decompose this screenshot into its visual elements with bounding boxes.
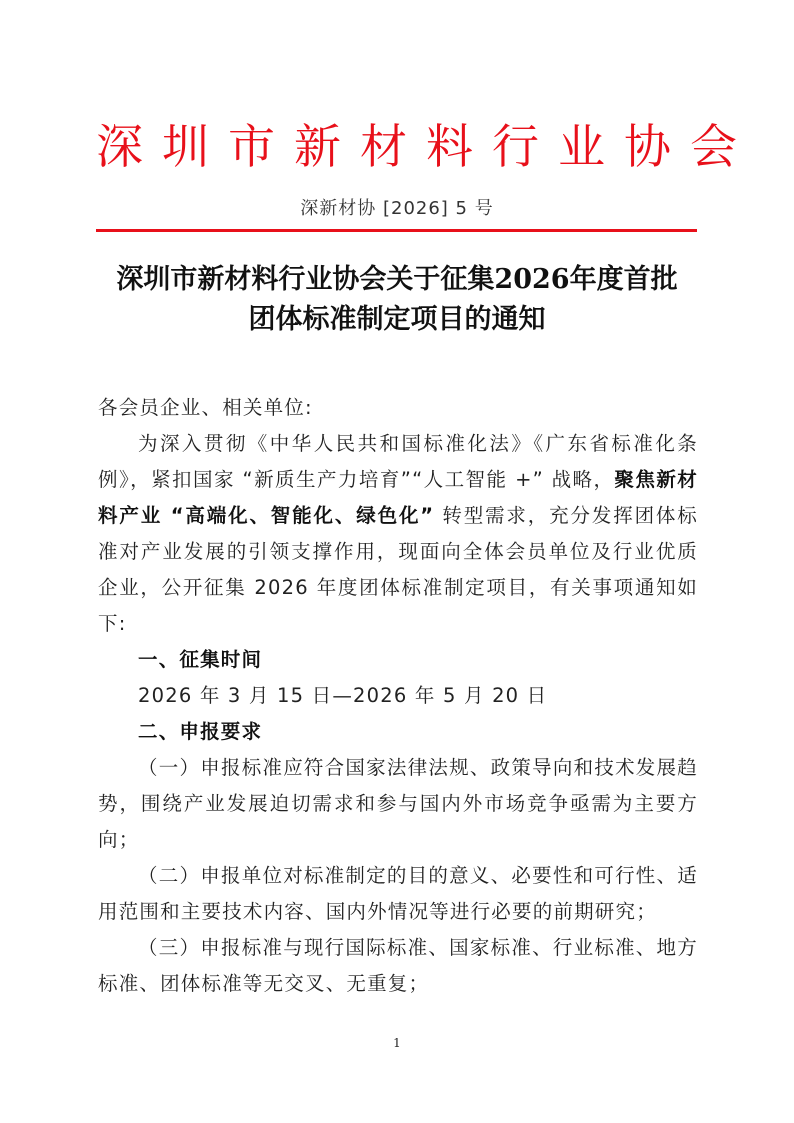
intro-paragraph: [98, 426, 698, 642]
requirement-item-1: （一）申报标准应符合国家法律法规、政策导向和技术发展趋势，围绕产业发展迫切需求和参与国内外市场竞争亟需为主要方向；: [98, 756, 698, 851]
intro-text-2: 转型需求，充分发挥团体标准对产业发展的引领支撑作用，现面向全体会员单位及行业优质企业，公开征集 2026 年度团体标准制定项目，有关事项通知如下:: [98, 504, 698, 635]
document-title: [96, 260, 698, 340]
section-heading-requirements: 二、申报要求: [138, 720, 263, 743]
requirement-item-3: （三）申报标准与现行国际标准、国家标准、行业标准、地方标准、团体标准等无交叉、无重复；: [98, 936, 698, 995]
title-line-2: 团体标准制定项目的通知: [248, 304, 546, 335]
intro-text-1: 为深入贯彻《中华人民共和国标准化法》《广东省标准化条例》，紧扣国家 “新质生产力培育”“人工智能 +” 战略，: [98, 432, 698, 491]
red-divider-line: [96, 229, 697, 232]
document-number: 深新材协 [2026] 5 号: [300, 198, 494, 219]
requirement-item-2: （二）申报单位对标准制定的目的意义、必要性和可行性、适用范围和主要技术内容、国内外情况等进行必要的前期研究；: [98, 864, 698, 923]
salutation: 各会员企业、相关单位:: [98, 396, 313, 419]
document-body: [98, 390, 698, 1002]
section-heading-collection-time: 一、征集时间: [138, 648, 263, 671]
page-number: 1: [393, 1036, 401, 1050]
collection-time-range: 2026 年 3 月 15 日—2026 年 5 月 20 日: [138, 684, 548, 707]
intro-emphasis: 聚焦新材料产业 “高端化、智能化、绿色化”: [98, 468, 698, 527]
organization-letterhead: 深圳市新材料行业协会: [96, 120, 756, 175]
title-line-1: 深圳市新材料行业协会关于征集2026年度首批: [116, 264, 678, 295]
